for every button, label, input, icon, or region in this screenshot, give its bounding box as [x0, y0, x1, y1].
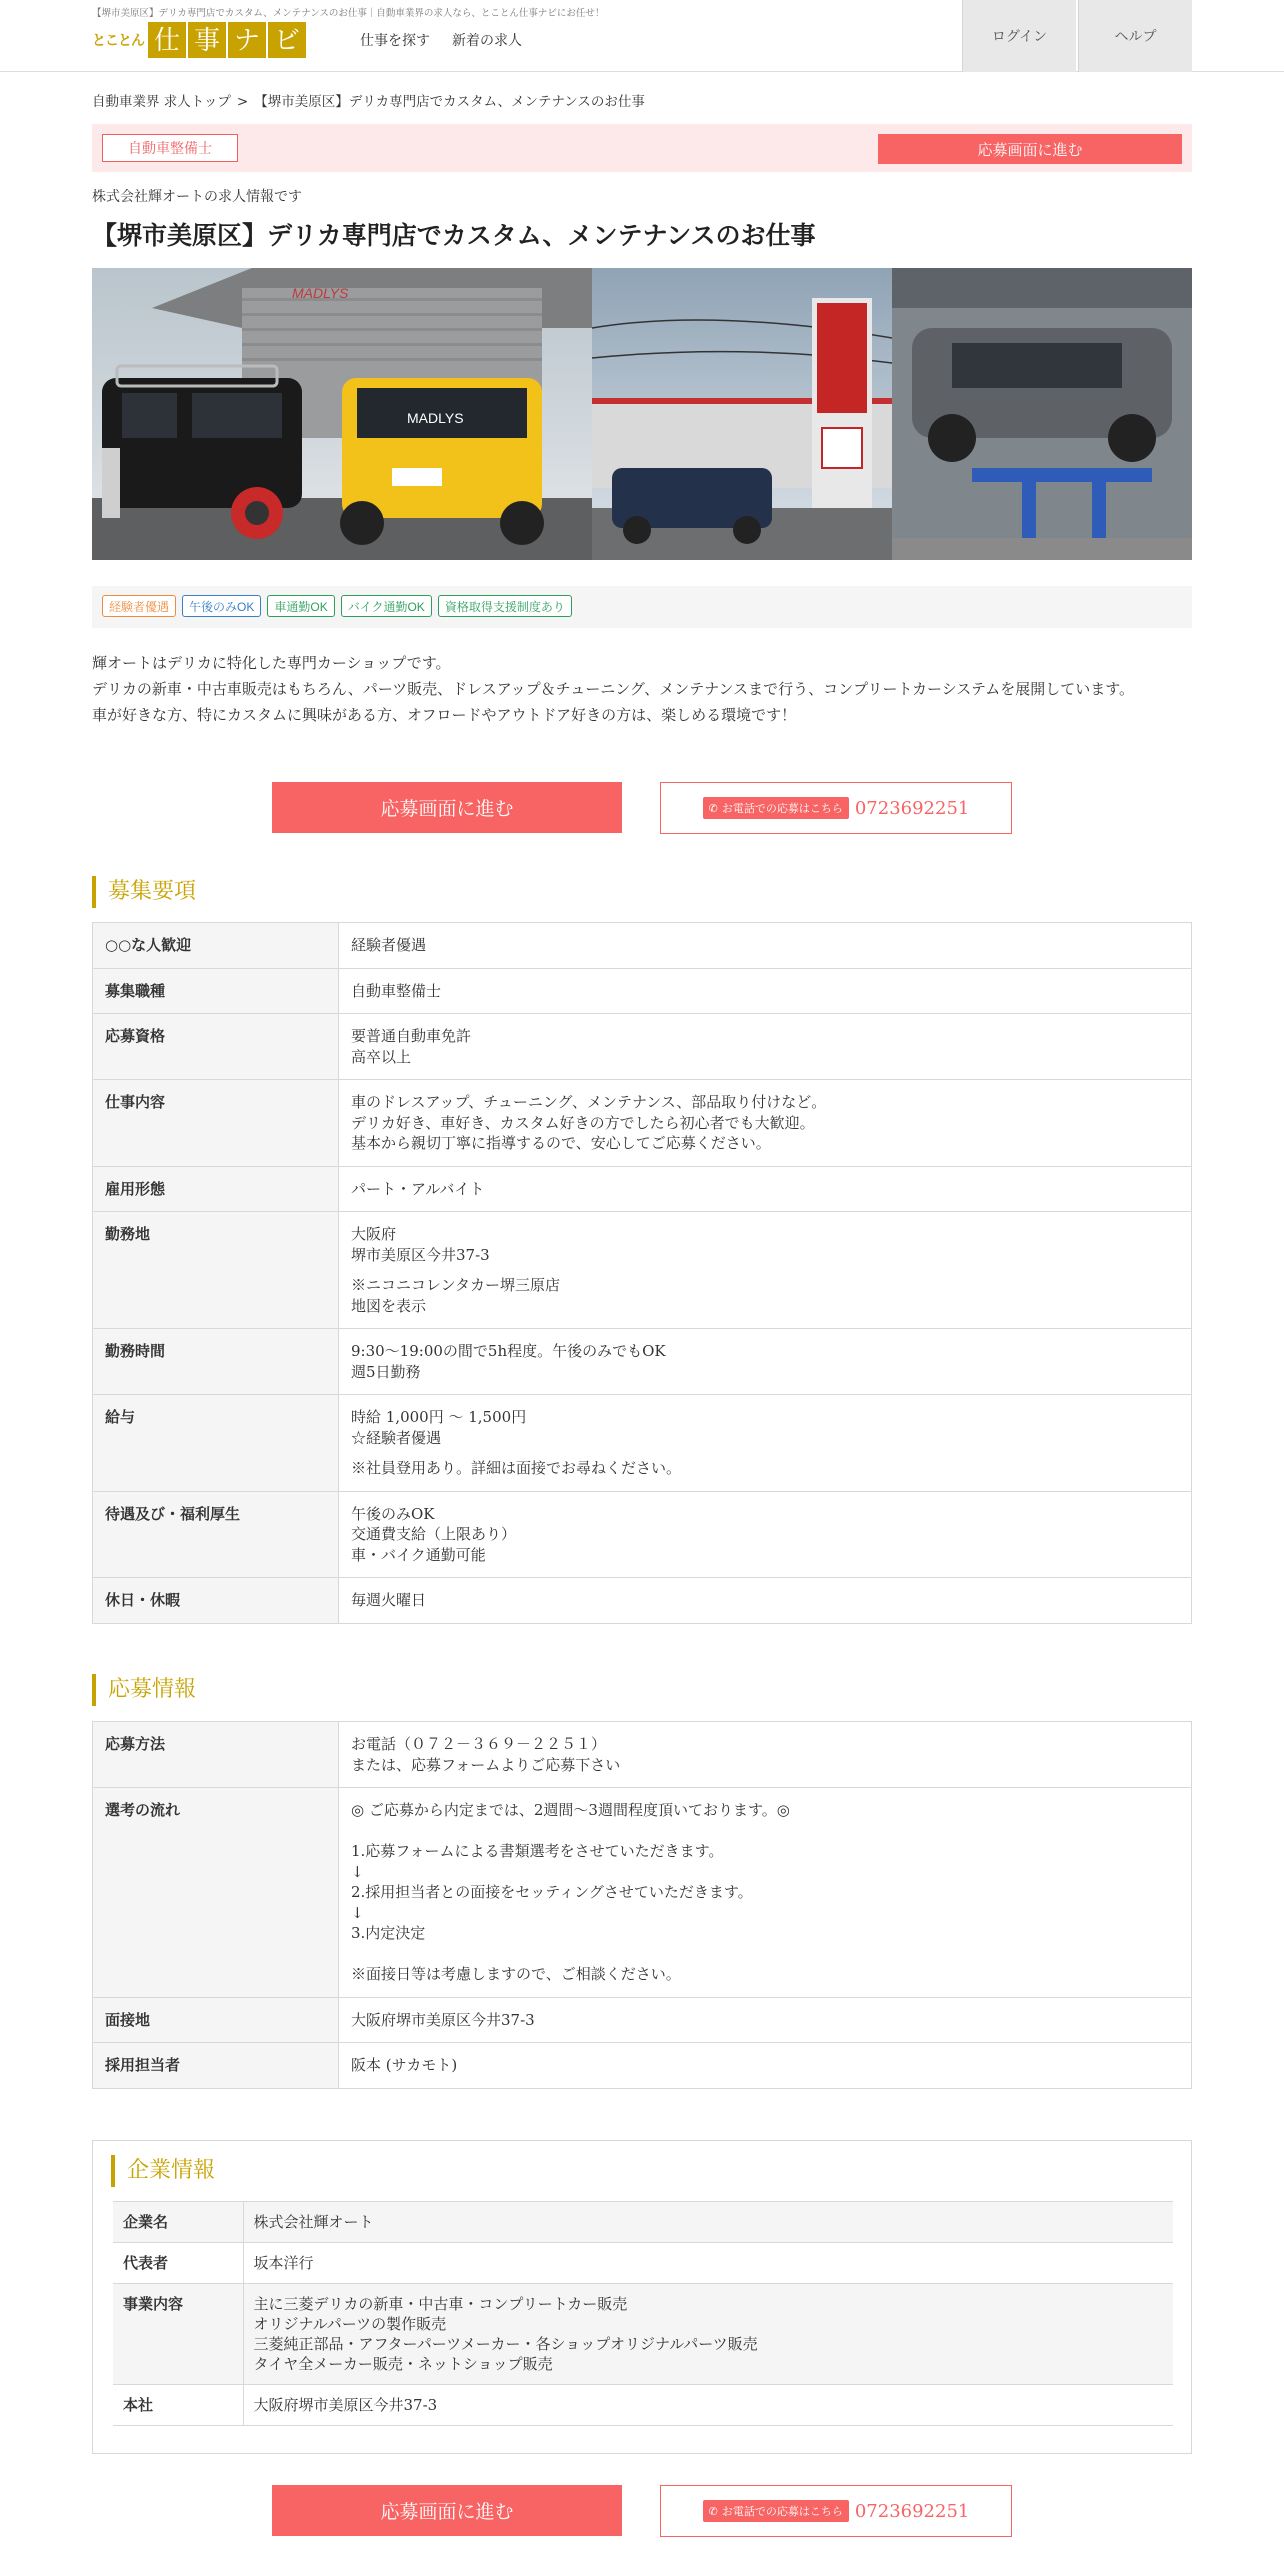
apply-info-row: [93, 1722, 1192, 1788]
value-line: 主に三菱デリカの新車・中古車・コンプリートカー販売: [253, 2295, 628, 2313]
paragraph-gap: [351, 1448, 1179, 1458]
phone-apply-button[interactable]: [660, 782, 1012, 834]
logo-char: 事: [188, 22, 226, 58]
recruit-row: [93, 1491, 1192, 1578]
value-line: 車のドレスアップ、チューニング、メンテナンス、部品取り付けなど。: [351, 1093, 827, 1111]
row-label: 代表者: [113, 2243, 243, 2284]
row-value: [339, 1212, 1192, 1329]
row-value: [339, 1491, 1192, 1578]
phone-number: 0723692251: [854, 2500, 970, 2522]
value-line: [351, 1821, 1179, 1842]
row-value: [339, 1722, 1192, 1788]
apply-button-top[interactable]: 応募画面に進む: [878, 134, 1182, 164]
row-value: [243, 2284, 1173, 2385]
value-line: お電話（０７２－３６９－２２５１）: [351, 1735, 607, 1753]
recruit-row: [93, 1395, 1192, 1492]
recruit-table: [92, 922, 1192, 1624]
value-line: 高卒以上: [351, 1047, 412, 1066]
recruit-row: [93, 968, 1192, 1014]
phone-icon: ✆: [708, 802, 718, 815]
value-line: 1.応募フォームによる書類選考をさせていただきます。: [351, 1842, 724, 1860]
value-line: 堺市美原区今井37-3: [351, 1245, 490, 1264]
value-line: ↓: [351, 1903, 364, 1922]
row-value: [339, 1166, 1192, 1212]
hero-building-sign: MADLYS: [292, 285, 349, 301]
value-line: オリジナルパーツの製作販売: [253, 2315, 447, 2333]
row-label: 本社: [113, 2385, 243, 2426]
value-line: ☆経験者優遇: [351, 1428, 442, 1447]
recruit-row: [93, 1329, 1192, 1395]
row-value: [339, 2043, 1192, 2089]
phone-badge: [703, 797, 849, 819]
logo-char: 仕: [148, 22, 186, 58]
apply-button[interactable]: 応募画面に進む: [272, 782, 622, 833]
value-line: ※面接日等は考慮しますので、ご相談ください。: [351, 1965, 681, 1983]
recruit-row: [93, 1014, 1192, 1080]
row-value: [339, 1329, 1192, 1395]
value-line: 経験者優遇: [351, 936, 427, 954]
site-logo[interactable]: [92, 20, 308, 60]
row-value: [339, 968, 1192, 1014]
row-value: [339, 1395, 1192, 1492]
phone-badge: [703, 2500, 849, 2522]
row-label: 応募資格: [93, 1014, 339, 1080]
help-button[interactable]: ヘルプ: [1078, 0, 1192, 72]
row-value: [339, 1997, 1192, 2043]
row-label: 雇用形態: [93, 1166, 339, 1212]
phone-number: 0723692251: [854, 797, 970, 819]
nav-new-jobs[interactable]: 新着の求人: [452, 32, 522, 48]
site-header: [0, 0, 1284, 72]
main-nav: [360, 30, 522, 50]
header-tagline: 【堺市美原区】デリカ専門店でカスタム、メンテナンスのお仕事｜自動車業界の求人なら、とことん仕事ナビにお任せ！: [92, 8, 605, 19]
row-value: [243, 2385, 1173, 2426]
phone-badge-label: お電話での応募はこちら: [721, 803, 843, 815]
feature-tags-bar: [92, 586, 1192, 628]
job-category-tag[interactable]: 自動車整備士: [102, 134, 238, 162]
value-line: [351, 1944, 1179, 1965]
value-line: パート・アルバイト: [351, 1179, 485, 1198]
intro-line: 輝オートはデリカに特化した専門カーショップです。: [92, 654, 451, 672]
row-value: [243, 2202, 1173, 2243]
feature-tag: 車通勤OK: [267, 595, 334, 617]
job-intro: [92, 650, 1192, 728]
apply-info-row: [93, 1788, 1192, 1998]
logo-char: ナ: [228, 22, 266, 58]
logo-small-text: とことん: [92, 32, 144, 48]
value-line: ※ニコニコレンタカー堺三原店: [351, 1276, 561, 1294]
breadcrumb-home-link[interactable]: 自動車業界 求人トップ: [92, 94, 231, 110]
hero-image: [92, 268, 1192, 560]
value-line: 週5日勤務: [351, 1362, 421, 1381]
value-line: または、応募フォームよりご応募下さい: [351, 1755, 621, 1774]
value-line: 三菱純正部品・アフターパーツメーカー・各ショップオリジナルパーツ販売: [253, 2335, 758, 2353]
company-row: [113, 2243, 1173, 2284]
row-label: 面接地: [93, 1997, 339, 2043]
company-heading: 企業情報: [111, 2155, 215, 2187]
job-title: 【堺市美原区】デリカ専門店でカスタム、メンテナンスのお仕事: [92, 221, 816, 250]
recruit-row: [93, 923, 1192, 969]
company-line: 株式会社輝オートの求人情報です: [92, 189, 302, 205]
value-line: ※社員登用あり。詳細は面接でお尋ねください。: [351, 1459, 682, 1477]
value-line: 自動車整備士: [351, 981, 442, 1000]
value-line: 大阪府堺市美原区今井37-3: [253, 2396, 438, 2414]
row-value: [339, 1578, 1192, 1624]
value-line: 大阪府堺市美原区今井37-3: [351, 2010, 535, 2029]
row-label: 応募方法: [93, 1722, 339, 1788]
company-table: [113, 2201, 1173, 2426]
value-line: デリカ好き、車好き、カスタム好きの方でしたら初心者でも大歓迎。: [351, 1113, 815, 1132]
row-label: 事業内容: [113, 2284, 243, 2385]
login-button[interactable]: ログイン: [962, 0, 1076, 72]
value-line: 毎週火曜日: [351, 1591, 427, 1609]
row-label: 仕事内容: [93, 1080, 339, 1167]
company-row: [113, 2284, 1173, 2385]
apply-info-row: [93, 2043, 1192, 2089]
row-label: 休日・休暇: [93, 1578, 339, 1624]
recruit-heading: 募集要項: [92, 876, 196, 908]
row-label: 勤務地: [93, 1212, 339, 1329]
value-line: タイヤ全メーカー販売・ネットショップ販売: [253, 2355, 553, 2373]
paragraph-gap: [351, 1265, 1179, 1275]
apply-info-table: [92, 1721, 1192, 2089]
value-line: 基本から親切丁寧に指導するので、安心してご応募ください。: [351, 1134, 771, 1152]
company-row: [113, 2202, 1173, 2243]
breadcrumb-separator: >: [236, 94, 249, 110]
value-line: 9:30～19:00の間で5h程度。午後のみでもOK: [351, 1342, 666, 1360]
row-value: [339, 1014, 1192, 1080]
row-label: 企業名: [113, 2202, 243, 2243]
feature-tags: [102, 595, 572, 617]
row-label: ○○な人歓迎: [93, 923, 339, 969]
value-line: 交通費支給（上限あり）: [351, 1525, 517, 1543]
row-value: [339, 1788, 1192, 1998]
apply-button-bottom[interactable]: 応募画面に進む: [272, 2485, 622, 2536]
row-value: [339, 1080, 1192, 1167]
row-label: 勤務時間: [93, 1329, 339, 1395]
breadcrumb: [92, 90, 645, 110]
recruit-row: [93, 1166, 1192, 1212]
feature-tag: 資格取得支援制度あり: [438, 595, 572, 617]
value-line: 大阪府: [351, 1225, 397, 1243]
value-line: 午後のみOK: [351, 1504, 435, 1523]
row-value: [339, 923, 1192, 969]
phone-icon: ✆: [708, 2505, 718, 2518]
value-line: 地図を表示: [351, 1296, 427, 1315]
value-line: ↓: [351, 1862, 364, 1881]
company-info-box: [92, 2140, 1192, 2454]
feature-tag: バイク通勤OK: [341, 595, 432, 617]
value-line: ◎ ご応募から内定までは、2週間～3週間程度頂いております。◎: [351, 1801, 790, 1819]
value-line: 阪本 (サカモト): [351, 2056, 458, 2074]
value-line: 3.内定決定: [351, 1924, 426, 1942]
feature-tag: 午後のみOK: [182, 595, 261, 617]
row-value: [243, 2243, 1173, 2284]
row-label: 給与: [93, 1395, 339, 1492]
value-line: 車・バイク通勤可能: [351, 1545, 486, 1564]
value-line: 要普通自動車免許: [351, 1027, 472, 1045]
phone-apply-button-bottom[interactable]: [660, 2485, 1012, 2537]
breadcrumb-current: 【堺市美原区】デリカ専門店でカスタム、メンテナンスのお仕事: [254, 94, 645, 110]
row-label: 選考の流れ: [93, 1788, 339, 1998]
hero-photo-illustration: [92, 268, 1192, 560]
logo-char: ビ: [268, 22, 306, 58]
value-line: 坂本洋行: [253, 2254, 314, 2272]
row-label: 募集職種: [93, 968, 339, 1014]
row-label: 待遇及び・福利厚生: [93, 1491, 339, 1578]
apply-info-heading: 応募情報: [92, 1674, 196, 1706]
row-label: 採用担当者: [93, 2043, 339, 2089]
company-row: [113, 2385, 1173, 2426]
feature-tag: 経験者優遇: [102, 595, 176, 617]
value-line: 株式会社輝オート: [253, 2213, 374, 2231]
value-line: 2.採用担当者との面接をセッティングさせていただきます。: [351, 1883, 753, 1901]
recruit-row: [93, 1578, 1192, 1624]
recruit-row: [93, 1080, 1192, 1167]
apply-info-row: [93, 1997, 1192, 2043]
intro-line: デリカの新車・中古車販売はもちろん、パーツ販売、ドレスアップ＆チューニング、メンテナンスまで行う、コンプリートカーシステムを展開しています。: [92, 680, 1135, 698]
value-line: 時給 1,000円 ～ 1,500円: [351, 1408, 527, 1426]
hero-van-text: MADLYS: [407, 410, 464, 426]
recruit-row: [93, 1212, 1192, 1329]
phone-badge-label: お電話での応募はこちら: [721, 2506, 843, 2518]
category-bar: [92, 124, 1192, 172]
nav-search-jobs[interactable]: 仕事を探す: [360, 32, 430, 48]
intro-line: 車が好きな方、特にカスタムに興味がある方、オフロードやアウトドア好きの方は、楽しめる環境です！: [92, 706, 797, 724]
